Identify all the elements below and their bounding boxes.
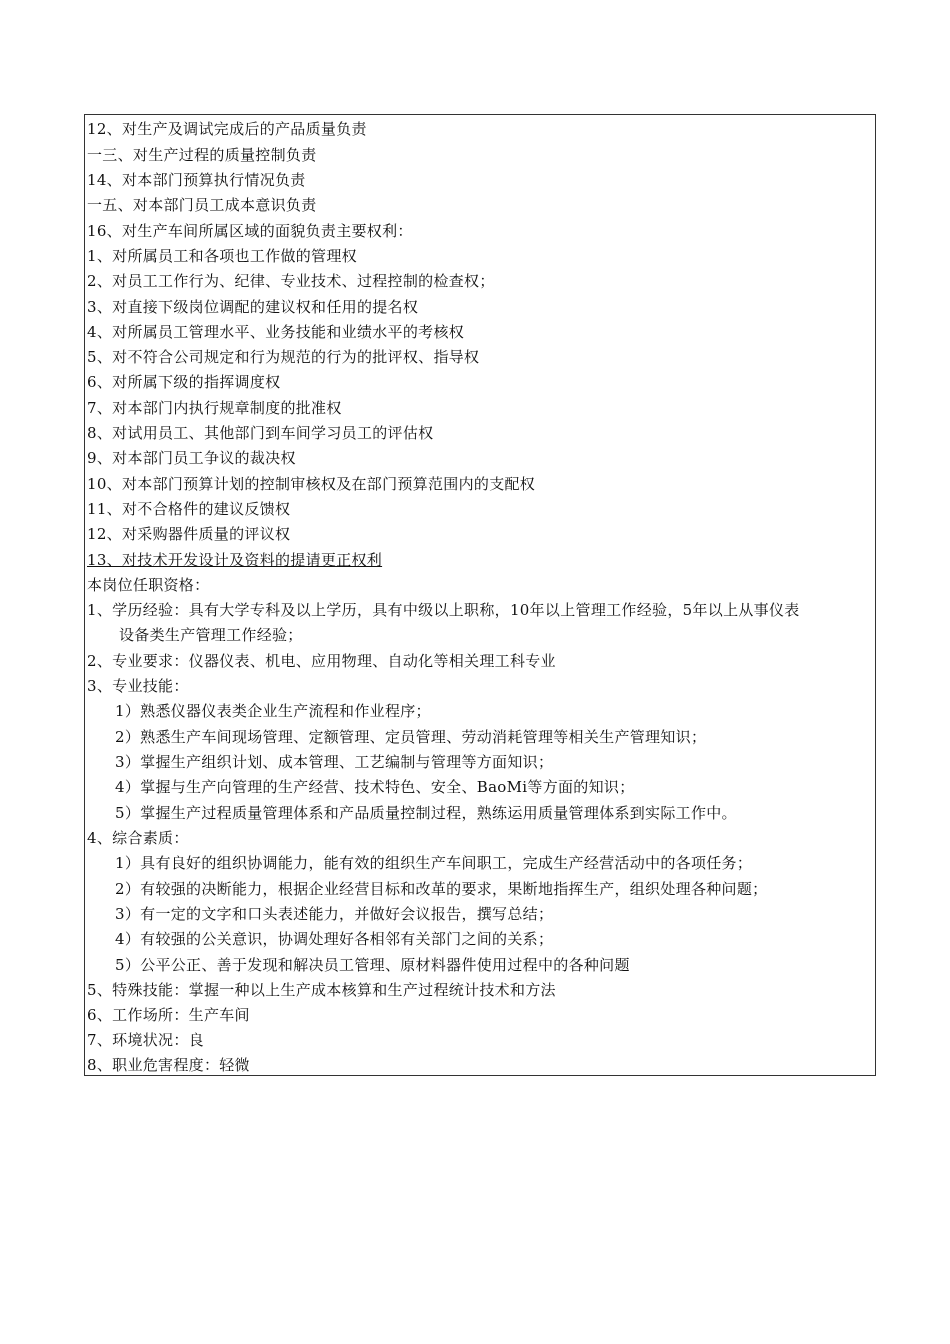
- quality-heading: 4、综合素质：: [87, 829, 189, 847]
- right-line: 9、对本部门员工争议的裁决权: [87, 449, 296, 467]
- right-line: 11、对不合格件的建议反馈权: [87, 500, 291, 518]
- skill-item: 3）掌握生产组织计划、成本管理、工艺编制与管理等方面知识；: [115, 753, 554, 771]
- responsibility-line: 一三、对生产过程的质量控制负责: [87, 146, 317, 164]
- responsibility-line: 12、对生产及调试完成后的产品质量负责: [87, 120, 367, 138]
- skills-heading: 3、专业技能：: [87, 677, 189, 695]
- quality-item: 5）公平公正、善于发现和解决员工管理、原材料器件使用过程中的各种问题: [115, 956, 630, 974]
- environment-line: 7、环境状况：良: [87, 1031, 204, 1049]
- right-line: 1、对所属员工和各项也工作做的管理权: [87, 247, 357, 265]
- skill-item: 1）熟悉仪器仪表类企业生产流程和作业程序；: [115, 702, 431, 720]
- skill-item: 5）掌握生产过程质量管理体系和产品质量控制过程，熟练运用质量管理体系到实际工作中。: [115, 804, 737, 822]
- qualifications-heading: 本岗位任职资格：: [87, 576, 210, 594]
- right-line: 4、对所属员工管理水平、业务技能和业绩水平的考核权: [87, 323, 465, 341]
- quality-item: 2）有较强的决断能力，根据企业经营目标和改革的要求，果断地指挥生产，组织处理各种问题；: [115, 880, 768, 898]
- responsibility-line: 一五、对本部门员工成本意识负责: [87, 196, 317, 214]
- hazard-line: 8、职业危害程度：轻微: [87, 1056, 250, 1074]
- right-line: 8、对试用员工、其他部门到车间学习员工的评估权: [87, 424, 434, 442]
- education-line: 1、学历经验：具有大学专科及以上学历，具有中级以上职称，10年以上管理工作经验，5年以上从事仪表: [87, 601, 800, 619]
- right-line: 5、对不符合公司规定和行为规范的行为的批评权、指导权: [87, 348, 480, 366]
- major-line: 2、专业要求：仪器仪表、机电、应用物理、自动化等相关理工科专业: [87, 652, 556, 670]
- skill-item: 4）掌握与生产向管理的生产经营、技术特色、安全、BaoMi等方面的知识；: [115, 778, 635, 796]
- education-line-continued: 设备类生产管理工作经验；: [119, 626, 303, 644]
- special-skills-line: 5、特殊技能：掌握一种以上生产成本核算和生产过程统计技术和方法: [87, 981, 556, 999]
- right-line: 3、对直接下级岗位调配的建议权和任用的提名权: [87, 298, 419, 316]
- responsibility-line: 14、对本部门预算执行情况负责: [87, 171, 306, 189]
- skill-item: 2）熟悉生产车间现场管理、定额管理、定员管理、劳动消耗管理等相关生产管理知识；: [115, 728, 707, 746]
- job-description-table: [84, 114, 876, 1076]
- workplace-line: 6、工作场所：生产车间: [87, 1006, 250, 1024]
- right-line: 10、对本部门预算计划的控制审核权及在部门预算范围内的支配权: [87, 475, 536, 493]
- right-line: 7、对本部门内执行规章制度的批准权: [87, 399, 342, 417]
- right-line: 6、对所属下级的指挥调度权: [87, 373, 281, 391]
- right-line: 13、对技术开发设计及资料的提请更正权利: [87, 551, 383, 569]
- right-line: 2、对员工工作行为、纪律、专业技术、过程控制的检查权；: [87, 272, 495, 290]
- quality-item: 3）有一定的文字和口头表述能力，并做好会议报告，撰写总结；: [115, 905, 554, 923]
- quality-item: 1）具有良好的组织协调能力，能有效的组织生产车间职工，完成生产经营活动中的各项任务；: [115, 854, 753, 872]
- right-line: 12、对采购器件质量的评议权: [87, 525, 291, 543]
- quality-item: 4）有较强的公关意识，协调处理好各相邻有关部门之间的关系；: [115, 930, 554, 948]
- responsibility-line: 16、对生产车间所属区域的面貌负责主要权利：: [87, 222, 413, 240]
